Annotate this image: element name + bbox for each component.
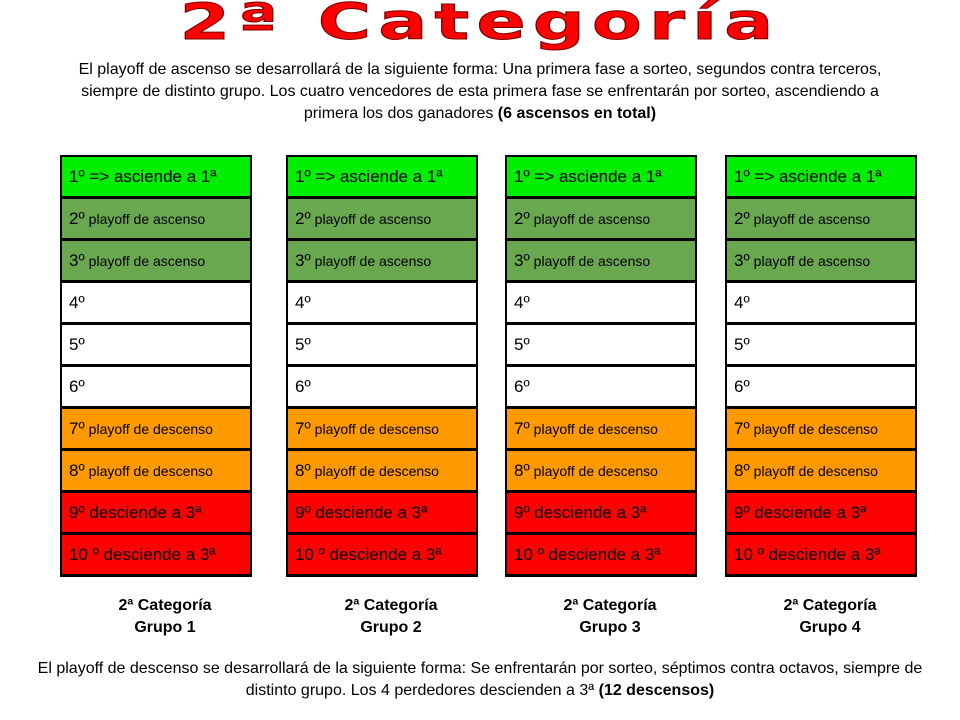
group-1-row-10: 10 º desciende a 3ª (62, 535, 250, 574)
group-3-row-7: 7º playoff de descenso (507, 409, 695, 448)
group-4-row-10: 10 º desciende a 3ª (727, 535, 915, 574)
group-2-row-1: 1º => asciende a 1ª (288, 157, 476, 196)
group-3-row-3: 3º playoff de ascenso (507, 241, 695, 280)
group-1-table (60, 155, 252, 577)
group-2-row-10: 10 º desciende a 3ª (288, 535, 476, 574)
group-3-row-5: 5º (507, 325, 695, 364)
group-2-row-2: 2º playoff de ascenso (288, 199, 476, 238)
group-4-table (725, 155, 917, 577)
group-2-row-4: 4º (288, 283, 476, 322)
ascent-text: El playoff de ascenso se desarrollará de la siguiente forma: Una primera fase a sorteo, segundos contra terceros, siempre de distinto grupo. Los cuatro vencedores de esta primera fase se enfrentarán por sorteo, ascendiendo a primera los dos ganadores (78, 61, 882, 122)
descent-playoff-description (30, 658, 930, 702)
group-4-row-2: 2º playoff de ascenso (727, 199, 915, 238)
group-1-row-4: 4º (62, 283, 250, 322)
descent-text: El playoff de descenso se desarrollará de la siguiente forma: Se enfrentarán por sorteo, séptimos contra octavos, siempre de distinto grupo. Los 4 perdedores descienden a 3ª (37, 660, 923, 699)
ascent-playoff-description (60, 59, 900, 125)
group-1-row-2: 2º playoff de ascenso (62, 199, 250, 238)
group-2-row-6: 6º (288, 367, 476, 406)
group-1-caption: 2ª Categoría Grupo 1 (118, 597, 212, 636)
group-3-table (505, 155, 697, 577)
group-4-row-3: 3º playoff de ascenso (727, 241, 915, 280)
group-1-row-9: 9º desciende a 3ª (62, 493, 250, 532)
ascent-total: (6 ascensos en total) (497, 105, 657, 122)
group-4-row-4: 4º (727, 283, 915, 322)
group-1-row-3: 3º playoff de ascenso (62, 241, 250, 280)
group-1-row-1: 1º => asciende a 1ª (62, 157, 250, 196)
group-3-row-8: 8º playoff de descenso (507, 451, 695, 490)
group-3-row-10: 10 º desciende a 3ª (507, 535, 695, 574)
group-4-row-7: 7º playoff de descenso (727, 409, 915, 448)
group-3-row-9: 9º desciende a 3ª (507, 493, 695, 532)
group-4-row-1: 1º => asciende a 1ª (727, 157, 915, 196)
group-3-row-1: 1º => asciende a 1ª (507, 157, 695, 196)
group-4-row-6: 6º (727, 367, 915, 406)
group-3-row-6: 6º (507, 367, 695, 406)
page-title: 2ª Categoría (179, 0, 781, 51)
group-1-row-8: 8º playoff de descenso (62, 451, 250, 490)
group-2-row-9: 9º desciende a 3ª (288, 493, 476, 532)
group-2-table (286, 155, 478, 577)
group-4-row-9: 9º desciende a 3ª (727, 493, 915, 532)
group-2-caption: 2ª Categoría Grupo 2 (344, 597, 438, 636)
group-3-row-2: 2º playoff de ascenso (507, 199, 695, 238)
group-4-row-8: 8º playoff de descenso (727, 451, 915, 490)
group-3-caption: 2ª Categoría Grupo 3 (563, 597, 657, 636)
descent-total: (12 descensos) (598, 682, 715, 699)
group-2-row-5: 5º (288, 325, 476, 364)
group-1-row-7: 7º playoff de descenso (62, 409, 250, 448)
group-2-row-8: 8º playoff de descenso (288, 451, 476, 490)
group-4-caption: 2ª Categoría Grupo 4 (783, 597, 877, 636)
group-2-row-7: 7º playoff de descenso (288, 409, 476, 448)
group-1-row-5: 5º (62, 325, 250, 364)
group-3-row-4: 4º (507, 283, 695, 322)
group-1-row-6: 6º (62, 367, 250, 406)
group-2-row-3: 3º playoff de ascenso (288, 241, 476, 280)
group-4-row-5: 5º (727, 325, 915, 364)
